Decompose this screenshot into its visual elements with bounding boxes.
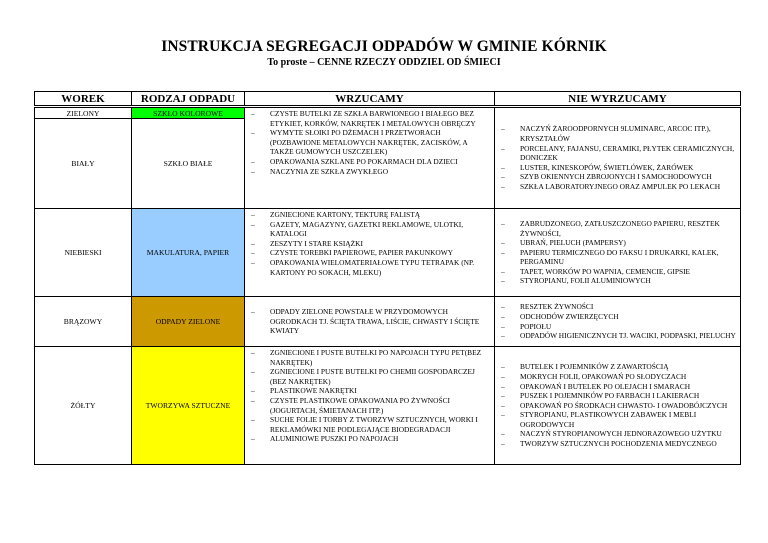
list-item: – LUSTER, KINESKOPÓW, ŚWIETLÓWEK, ŻARÓWEK xyxy=(495,163,738,173)
list-item: – SZYB OKIENNYCH ZBROJONYCH I SAMOCHODOWYCH xyxy=(495,172,738,182)
list-item: – TWORZYW SZTUCZNYCH POCHODZENIA MEDYCZNEGO xyxy=(495,439,738,449)
list-item: – RESZTEK ŻYWNOŚCI xyxy=(495,302,738,312)
list-item: – SZKŁA LABORATORYJNEGO ORAZ AMPULEK PO LEKACH xyxy=(495,182,738,192)
wrzucamy-zielone xyxy=(245,297,495,347)
rodzaj-odpady-zielone: ODPADY ZIELONE xyxy=(132,297,245,347)
nie-wrzucamy-tworzywa xyxy=(495,347,741,465)
list-item: – STYROPIANU, PLASTIKOWYCH ZABAWEK I MEBLI OGRODOWYCH xyxy=(495,410,738,429)
list-item: – POPIOŁU xyxy=(495,322,738,332)
list-item: – TAPET, WORKÓW PO WAPNIA, CEMENCIE, GIPSIE xyxy=(495,267,738,277)
list-item: – ALUMINIOWE PUSZKI PO NAPOJACH xyxy=(245,434,492,444)
worek-zolty: ŻÓŁTY xyxy=(35,347,132,465)
list-item: – OPAKOWANIA SZKLANE PO POKARMACH DLA DZIECI xyxy=(245,157,492,167)
table-row-plastics xyxy=(35,347,741,465)
nie-wrzucamy-zielone xyxy=(495,297,741,347)
list-item: – PUSZEK I POJEMNIKÓW PO FARBACH I LAKIERACH xyxy=(495,391,738,401)
list-item: – NACZYŃ STYROPIANOWYCH JEDNORAZOWEGO UŻYTKU xyxy=(495,429,738,439)
list-item: – OPAKOWAŃ PO ŚRODKACH CHWASTO- I OWADOBÓJCZYCH xyxy=(495,401,738,411)
list-item: – ODCHODÓW ZWIERZĘCYCH xyxy=(495,312,738,322)
list-item: – ODPADY ZIELONE POWSTAŁE W PRZYDOMOWYCH OGRODKACH TJ. ŚCIĘTA TRAWA, LIŚCIE, CHWASTY I ŚCIĘTE KWIATY xyxy=(245,307,492,336)
rodzaj-szklo-biale: SZKŁO BIAŁE xyxy=(132,119,245,209)
header-rodzaj: RODZAJ ODPADU xyxy=(132,92,245,107)
list-item: – SUCHE FOLIE I TORBY Z TWORZYW SZTUCZNYCH, WORKI I REKLAMÓWKI NIE PODLEGAJĄCE BIODEGRADACJI xyxy=(245,415,492,434)
worek-zielony: ZIELONY xyxy=(35,107,132,119)
list-item: – NACZYNIA ZE SZKŁA ZWYKŁEGO xyxy=(245,167,492,177)
list-item: – CZYSTE BUTELKI ZE SZKŁA BARWIONEGO I BIAŁEGO BEZ ETYKIET, KORKÓW, NAKRĘTEK I METALOWYCH OBRĘCZY xyxy=(245,109,492,128)
table-row-glass-colored xyxy=(35,107,741,119)
list-item: – STYROPIANU, FOLII ALUMINIOWYCH xyxy=(495,276,738,286)
table-row-paper xyxy=(35,209,741,297)
list-item: – PAPIERU TERMICZNEGO DO FAKSU I DRUKARKI, KALEK, PERGAMINU xyxy=(495,248,738,267)
list-item: – NACZYŃ ŻAROODPORNYCH 9LUMINARC, ARCOC ITP.), KRYSZTAŁÓW xyxy=(495,124,738,143)
nie-wrzucamy-szklo xyxy=(495,107,741,209)
rodzaj-szklo-kolorowe: SZKŁO KOLOROWE xyxy=(132,107,245,119)
list-item: – UBRAŃ, PIELUCH (PAMPERSY) xyxy=(495,238,738,248)
page-subtitle: To proste – CENNE RZECZY ODDZIEL OD ŚMIECI xyxy=(267,57,501,68)
rodzaj-makulatura: MAKULATURA, PAPIER xyxy=(132,209,245,297)
header-wrzucamy: WRZUCAMY xyxy=(245,92,495,107)
list-item: – ZGNIECIONE KARTONY, TEKTURĘ FALISTĄ xyxy=(245,210,492,220)
page-title: INSTRUKCJA SEGREGACJI ODPADÓW W GMINIE KÓRNIK xyxy=(161,38,607,55)
worek-bialy: BIAŁY xyxy=(35,119,132,209)
list-item: – ZABRUDZONEGO, ZATŁUSZCZONEGO PAPIERU, RESZTEK ŻYWNOŚCI, xyxy=(495,219,738,238)
worek-niebieski: NIEBIESKI xyxy=(35,209,132,297)
header-worek: WOREK xyxy=(35,92,132,107)
table-header-row xyxy=(35,92,741,107)
list-item: – BUTELEK I POJEMNIKÓW Z ZAWARTOŚCIĄ xyxy=(495,362,738,372)
nie-wrzucamy-papier xyxy=(495,209,741,297)
list-item: – OPAKOWAŃ I BUTELEK PO OLEJACH I SMARACH xyxy=(495,382,738,392)
list-item: – PLASTIKOWE NAKRĘTKI xyxy=(245,386,492,396)
list-item: – ZESZYTY I STARE KSIĄŻKI xyxy=(245,239,492,249)
list-item: – OPAKOWANIA WIELOMATERIAŁOWE TYPU TETRAPAK (NP. KARTONY PO SOKACH, MLEKU) xyxy=(245,258,492,277)
wrzucamy-tworzywa xyxy=(245,347,495,465)
list-item: – ZGNIECIONE I PUSTE BUTELKI PO NAPOJACH TYPU PET(BEZ NAKRĘTEK) xyxy=(245,348,492,367)
list-item: – GAZETY, MAGAZYNY, GAZETKI REKLAMOWE, ULOTKI, KATALOGI xyxy=(245,220,492,239)
table-row-green-waste xyxy=(35,297,741,347)
wrzucamy-szklo xyxy=(245,107,495,209)
list-item: – ODPADÓW HIGIENICZNYCH TJ. WACIKI, PODPASKI, PIELUCHY xyxy=(495,331,738,341)
list-item: – PORCELANY, FAJANSU, CERAMIKI, PŁYTEK CERAMICZNYCH, DONICZEK xyxy=(495,144,738,163)
list-item: – CZYSTE PLASTIKOWE OPAKOWANIA PO ŻYWNOŚCI (JOGURTACH, ŚMIETANACH ITP.) xyxy=(245,396,492,415)
list-item: – CZYSTE TOREBKI PAPIEROWE, PAPIER PAKUNKOWY xyxy=(245,248,492,258)
header-nie-wrzucamy: NIE WYRZUCAMY xyxy=(495,92,741,107)
segregation-table xyxy=(34,91,741,465)
list-item: – WYMYTE SŁOIKI PO DŻEMACH I PRZETWORACH (POZBAWIONE METALOWYCH NAKRĘTEK, ZACISKÓW, A TAKŻE GUMOWYCH USZCZELEK) xyxy=(245,128,492,157)
wrzucamy-papier xyxy=(245,209,495,297)
rodzaj-tworzywa: TWORZYWA SZTUCZNE xyxy=(132,347,245,465)
list-item: – MOKRYCH FOLII, OPAKOWAŃ PO SŁODYCZACH xyxy=(495,372,738,382)
worek-brazowy: BRĄZOWY xyxy=(35,297,132,347)
list-item: – ZGNIECIONE I PUSTE BUTELKI PO CHEMII GOSPODARCZEJ (BEZ NAKRĘTEK) xyxy=(245,367,492,386)
